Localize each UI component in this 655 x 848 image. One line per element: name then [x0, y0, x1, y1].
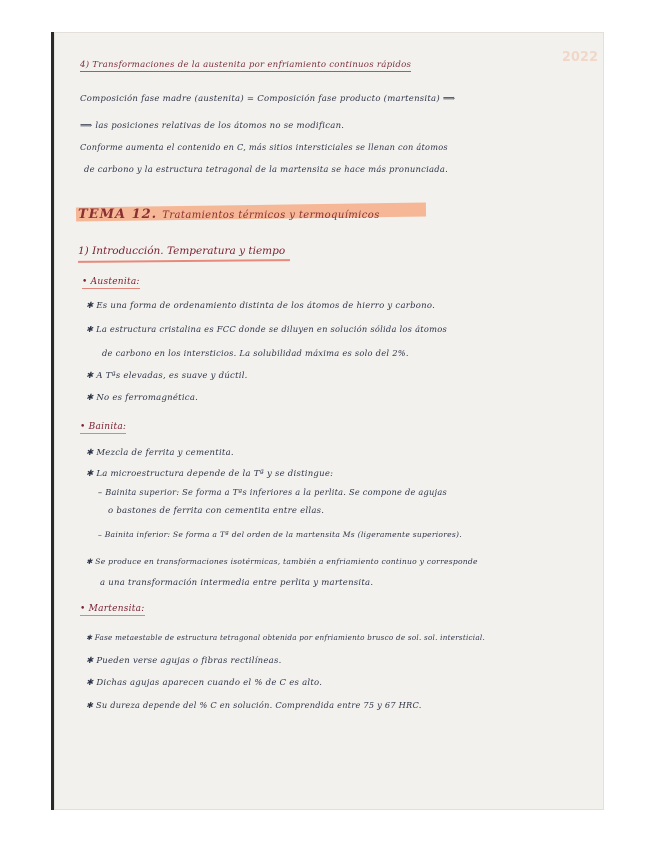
intro-heading: 1) Introducción. Temperatura y tiempo — [78, 245, 286, 257]
austenita-label — [82, 277, 140, 287]
bainita-label — [80, 422, 126, 432]
section-4-title — [80, 60, 411, 70]
austenita-line-1: ✱ Es una forma de ordenamiento distinta de los átomos de hierro y carbono. — [86, 301, 436, 311]
austenita-line-3: de carbono en los intersticios. La solubilidad máxima es solo del 2%. — [102, 348, 409, 358]
section-4-line-2: ⟹ las posiciones relativas de los átomos no se modifican. — [80, 121, 345, 131]
bainita-line-1: ✱ Mezcla de ferrita y cementita. — [86, 448, 234, 458]
martensita-label-text: • Martensita: — [80, 604, 145, 614]
tema-title: Tratamientos térmicos y termoquímicos — [162, 210, 380, 221]
tema-number: TEMA 12. — [78, 207, 158, 222]
austenita-line-5: ✱ No es ferromagnética. — [86, 393, 199, 403]
martensita-line-3: ✱ Dichas agujas aparecen cuando el % de C es alto. — [86, 678, 323, 688]
section-4-line-4: de carbono y la estructura tetragonal de la martensita se hace más pronunciada. — [84, 164, 449, 174]
section-4-line-3: Conforme aumenta el contenido en C, más sitios intersticiales se llenan con átomos — [80, 142, 448, 152]
intro-heading-underline — [78, 259, 290, 263]
bainita-line-4: o bastones de ferrita con cementita entre ellas. — [108, 506, 325, 516]
section-4-line-1: Composición fase madre (austenita) = Composición fase producto (martensita) ⟹ — [80, 94, 456, 104]
martensita-label — [80, 604, 145, 614]
martensita-line-1: ✱ Fase metaestable de estructura tetragonal obtenida por enfriamiento brusco de sol. sol. intersticial. — [86, 633, 485, 642]
section-4-title-text: 4) Transformaciones de la austenita por enfriamiento continuos rápidos — [80, 60, 412, 70]
bainita-line-3: – Bainita superior: Se forma a Tªs inferiores a la perlita. Se compone de agujas — [98, 487, 447, 497]
martensita-line-4: ✱ Su dureza depende del % C en solución. Comprendida entre 75 y 67 HRC. — [86, 700, 422, 710]
austenita-line-2: ✱ La estructura cristalina es FCC donde se diluyen en solución sólida los átomos — [86, 324, 447, 334]
bainita-line-2: ✱ La microestructura depende de la Tª y se distingue: — [86, 469, 334, 479]
faint-bleed-text: 2022 — [561, 50, 598, 65]
tema-heading — [78, 203, 380, 222]
bainita-line-6: ✱ Se produce en transformaciones isotérmicas, también a enfriamiento continuo y corresponde — [86, 557, 478, 566]
bainita-line-7: a una transformación intermedia entre perlita y martensita. — [100, 578, 374, 588]
austenita-label-text: • Austenita: — [82, 277, 140, 287]
bainita-label-text: • Bainita: — [80, 422, 127, 432]
martensita-line-2: ✱ Pueden verse agujas o fibras rectilíneas. — [86, 656, 282, 666]
notebook-page — [52, 32, 604, 810]
austenita-line-4: ✱ A Tªs elevadas, es suave y dúctil. — [86, 371, 248, 381]
bainita-line-5: – Bainita inferior: Se forma a Tª del orden de la martensita Ms (ligeramente superiores). — [98, 530, 462, 539]
